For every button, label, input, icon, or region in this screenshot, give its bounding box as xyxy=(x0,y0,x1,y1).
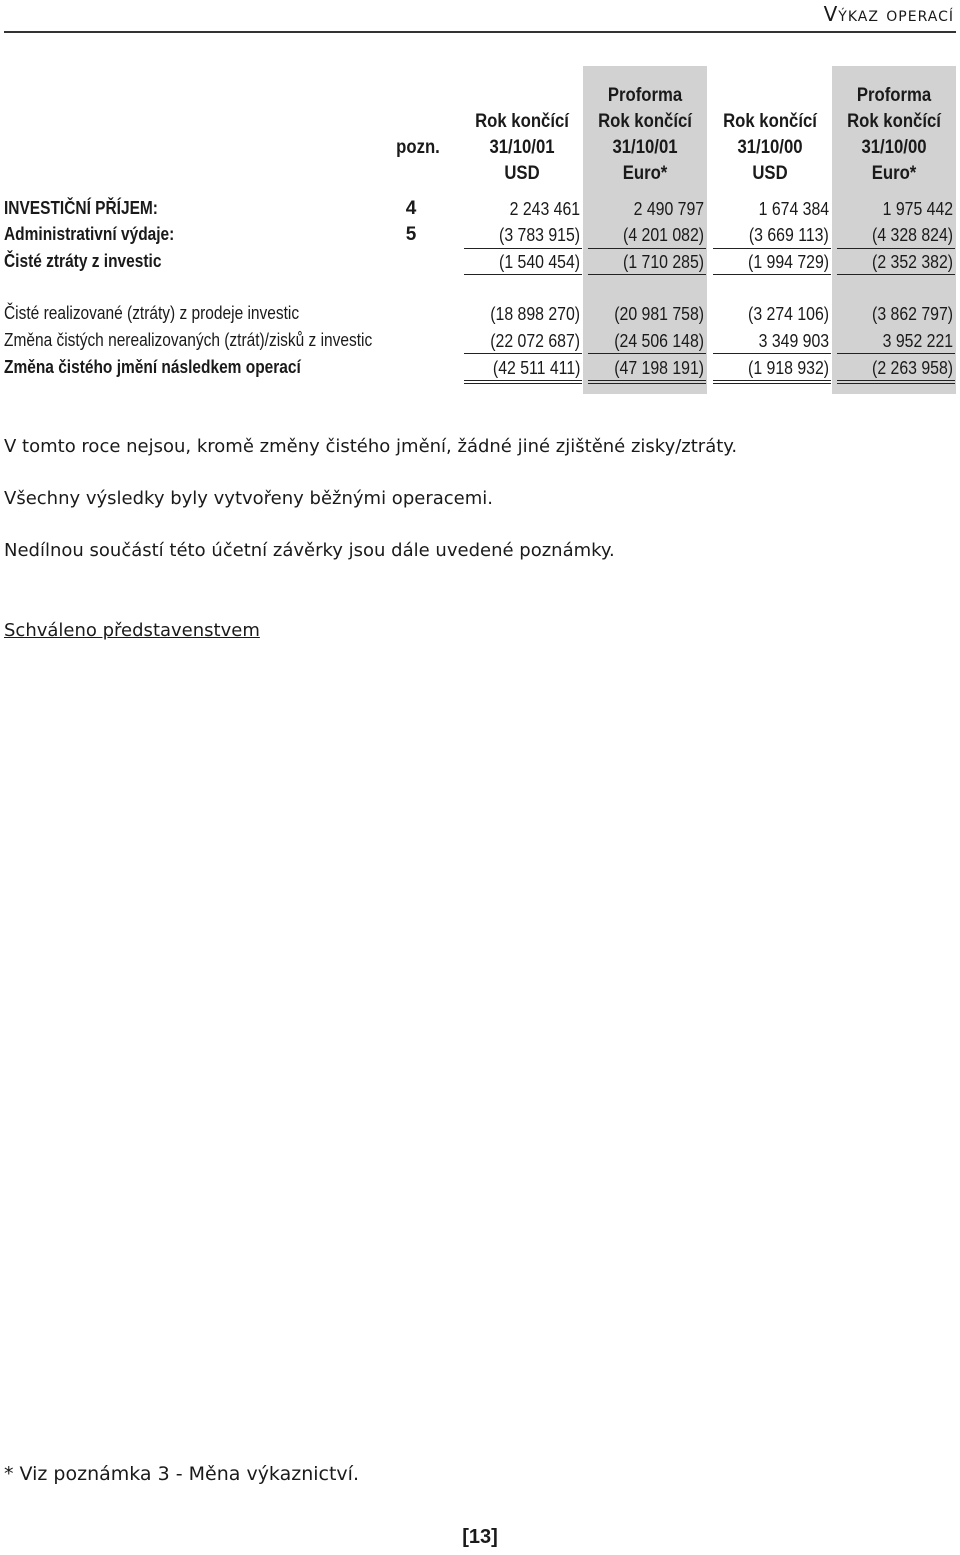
row4-col1-value: (22 072 687) xyxy=(490,331,580,351)
row-label-net-realized-losses: Čisté realizované (ztráty) z prodeje investic xyxy=(4,303,300,323)
row-label-administrative-expenses: Administrativní výdaje: xyxy=(4,224,175,244)
approval-line: Schváleno představenstvem xyxy=(4,620,260,641)
row4-col4-value: 3 952 221 xyxy=(882,331,953,351)
row0-col1-value: 2 243 461 xyxy=(509,199,580,219)
page-number: [13] xyxy=(462,1526,498,1548)
row5-col1-value: (42 511 411) xyxy=(492,358,580,378)
col2-header-line2: Rok končící xyxy=(598,111,692,132)
paragraph-recognized-gains: V tomto roce nejsou, kromě změny čistého jmění, žádné jiné zjištěné zisky/ztráty. xyxy=(4,436,738,457)
col4-header-line1: Proforma xyxy=(856,85,932,106)
row5-col3-double-underline xyxy=(713,380,831,384)
row2-col3-value: (1 994 729) xyxy=(747,252,829,272)
col4-header-line4: Euro* xyxy=(871,163,917,184)
row4-col3-underline xyxy=(713,353,831,354)
row2-col1-underline xyxy=(464,274,582,275)
paragraph-ordinary-operations: Všechny výsledky byly vytvořeny běžnými operacemi. xyxy=(4,488,493,509)
col2-header-line3: 31/10/01 xyxy=(612,137,678,158)
row3-col2-value: (20 981 758) xyxy=(614,304,704,324)
col3-header-line3: 31/10/00 xyxy=(737,137,803,158)
row5-col2-value: (47 198 191) xyxy=(614,358,704,378)
row0-col2-value: 2 490 797 xyxy=(633,199,704,219)
row1-col1-value: (3 783 915) xyxy=(498,225,580,245)
row5-col4-value: (2 263 958) xyxy=(871,358,953,378)
row5-col1-double-underline xyxy=(464,380,582,384)
row1-col3-value: (3 669 113) xyxy=(749,225,829,245)
row5-col4-double-underline xyxy=(837,380,955,384)
col4-header-line3: 31/10/00 xyxy=(861,137,927,158)
col3-header-line2: Rok končící xyxy=(723,111,817,132)
row1-col4-underline xyxy=(837,248,955,249)
row4-col1-underline xyxy=(464,353,582,354)
row1-col4-value: (4 328 824) xyxy=(871,225,953,245)
page-header-title: Výkaz operací xyxy=(823,2,954,26)
row4-col2-value: (24 506 148) xyxy=(614,331,704,351)
row5-col3-value: (1 918 932) xyxy=(747,358,829,378)
row2-col4-underline xyxy=(837,274,955,275)
paragraph-notes-integral: Nedílnou součástí této účetní závěrky jsou dále uvedené poznámky. xyxy=(4,540,615,561)
row0-col3-value: 1 674 384 xyxy=(758,199,829,219)
row3-col4-value: (3 862 797) xyxy=(871,304,953,324)
footnote: * Viz poznámka 3 - Měna výkaznictví. xyxy=(4,1463,359,1485)
row-label-investment-income: INVESTIČNÍ PŘÍJEM: xyxy=(4,198,158,218)
row5-col2-double-underline xyxy=(588,380,706,384)
row4-col3-value: 3 349 903 xyxy=(758,331,829,351)
row-note-investment-income: 4 xyxy=(405,198,417,219)
col2-header-line1: Proforma xyxy=(607,85,683,106)
row1-col3-underline xyxy=(713,248,831,249)
row-label-unrealized-change: Změna čistých nerealizovaných (ztrát)/zisků z investic xyxy=(4,330,373,350)
row4-col4-underline xyxy=(837,353,955,354)
row1-col2-underline xyxy=(588,248,706,249)
header-rule xyxy=(4,31,956,33)
row2-col2-underline xyxy=(588,274,706,275)
col2-header-line4: Euro* xyxy=(622,163,668,184)
row3-col3-value: (3 274 106) xyxy=(747,304,829,324)
row-label-net-investment-loss: Čisté ztráty z investic xyxy=(4,251,162,271)
row0-col4-value: 1 975 442 xyxy=(882,199,953,219)
row3-col1-value: (18 898 270) xyxy=(490,304,580,324)
row-note-administrative-expenses: 5 xyxy=(405,224,417,245)
col1-header-line3: 31/10/01 xyxy=(489,137,555,158)
row-label-net-assets-change: Změna čistého jmění následkem operací xyxy=(4,357,301,377)
row2-col2-value: (1 710 285) xyxy=(622,252,704,272)
row2-col3-underline xyxy=(713,274,831,275)
row1-col2-value: (4 201 082) xyxy=(622,225,704,245)
col1-header-line2: Rok končící xyxy=(475,111,569,132)
col3-header-line4: USD xyxy=(752,163,788,184)
row2-col4-value: (2 352 382) xyxy=(871,252,953,272)
row2-col1-value: (1 540 454) xyxy=(498,252,580,272)
row4-col2-underline xyxy=(588,353,706,354)
row1-col1-underline xyxy=(464,248,582,249)
col1-header-line4: USD xyxy=(504,163,540,184)
note-column-header: pozn. xyxy=(396,137,440,158)
col4-header-line2: Rok končící xyxy=(847,111,941,132)
